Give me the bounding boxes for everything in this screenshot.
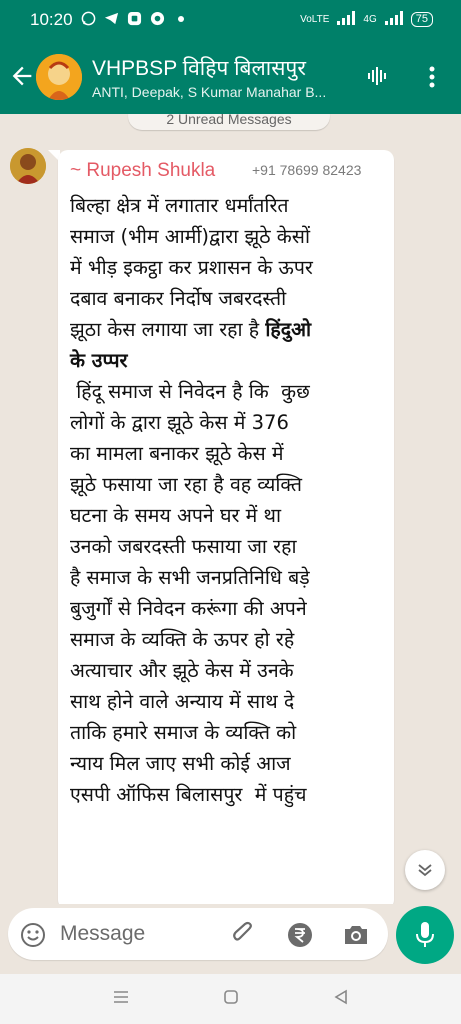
- message-line: में भीड़ इकट्ठा कर प्रशासन के ऊपर: [70, 256, 313, 279]
- group-title[interactable]: VHPBSP विहिप बिलासपुर: [92, 57, 306, 80]
- app-icon: [126, 10, 143, 27]
- home-icon[interactable]: [222, 988, 240, 1006]
- message-field[interactable]: [8, 908, 388, 960]
- message-line: है समाज के सभी जनप्रतिनिधि बड़े: [70, 566, 310, 589]
- system-icons: [300, 11, 433, 28]
- group-avatar[interactable]: [36, 54, 82, 100]
- message-line: का मामला बनाकर झूठे केस में: [70, 442, 284, 465]
- camera-icon[interactable]: [342, 922, 370, 948]
- sender-name[interactable]: ~ Rupesh Shukla: [70, 160, 216, 181]
- message-line: बिल्हा क्षेत्र में लगातार धर्मांतरित: [70, 194, 289, 217]
- system-nav-bar: [0, 974, 461, 1024]
- signal-icon-2: [385, 11, 403, 28]
- rupee-icon[interactable]: [286, 921, 314, 949]
- status-time: 10:20: [30, 10, 73, 29]
- back-icon[interactable]: [332, 988, 350, 1006]
- mic-icon: [412, 920, 438, 950]
- message-line: झूठा केस लगाया जा रहा है: [70, 318, 260, 341]
- message-bubble[interactable]: [58, 150, 394, 904]
- message-line: साथ होने वाले अन्याय में साथ दे: [70, 690, 295, 713]
- message-line: घटना के समय अपने घर में था: [70, 504, 282, 527]
- recents-icon[interactable]: [112, 988, 130, 1006]
- chevron-down-icon: [416, 861, 434, 879]
- attach-icon[interactable]: [230, 921, 256, 947]
- message-line: हिंदू समाज से निवेदन है कि कुछ: [70, 380, 310, 403]
- status-bar: [0, 0, 461, 40]
- message-input[interactable]: [60, 920, 240, 948]
- whatsapp-icon: [80, 10, 97, 27]
- message-line: उनको जबरदस्ती फसाया जा रहा: [70, 535, 297, 558]
- message-line: बुजुर्गों से निवेदन करूंगा की अपने: [70, 597, 307, 620]
- dot-icon: [172, 10, 189, 27]
- message-line: समाज के व्यक्ति के ऊपर हो रहे: [70, 628, 295, 651]
- telegram-icon: [103, 10, 120, 27]
- message-line: दबाव बनाकर निर्दोष जबरदस्ती: [70, 287, 287, 310]
- message-line: न्याय मिल जाए सभी कोई आज: [70, 752, 291, 775]
- message-line: लोगों के द्वारा झूठे केस में 376: [70, 411, 289, 434]
- scroll-down-button[interactable]: [405, 850, 445, 890]
- voice-call-icon[interactable]: [366, 64, 390, 88]
- back-arrow-icon[interactable]: [8, 62, 36, 90]
- chat-area[interactable]: [0, 114, 461, 904]
- input-bar: [0, 904, 461, 974]
- message-line: समाज (भीम आर्मी)द्वारा झूठे केसों: [70, 225, 311, 248]
- sender-phone: +91 78699 82423: [252, 162, 362, 178]
- chrome-icon: [149, 10, 166, 27]
- sender-avatar[interactable]: [10, 148, 46, 184]
- bold-line: के उप्पर: [70, 349, 128, 372]
- battery-icon: 75: [411, 12, 433, 27]
- message-line-with-bold: [70, 314, 388, 345]
- group-members[interactable]: ANTI, Deepak, S Kumar Manahar B...: [92, 84, 327, 100]
- mic-button[interactable]: [396, 906, 454, 964]
- notification-icons: [80, 10, 189, 27]
- message-line: ताकि हमारे समाज के व्यक्ति को: [70, 721, 297, 744]
- signal-icon: [337, 11, 355, 28]
- volte-label: VoLTE: [300, 14, 330, 25]
- message-line: एसपी ऑफिस बिलासपुर में पहुंच: [70, 783, 307, 806]
- bold-text: हिंदुओ: [265, 318, 312, 341]
- data-label: 4G: [363, 14, 377, 25]
- unread-banner: 2 Unread Messages: [128, 114, 330, 130]
- more-options-icon[interactable]: [424, 64, 440, 90]
- message-line: झूठे फसाया जा रहा है वह व्यक्ति: [70, 473, 302, 496]
- emoji-icon[interactable]: [20, 922, 46, 948]
- message-text: [70, 190, 388, 810]
- chat-header[interactable]: [0, 40, 461, 114]
- message-line: अत्याचार और झूठे केस में उनके: [70, 659, 294, 682]
